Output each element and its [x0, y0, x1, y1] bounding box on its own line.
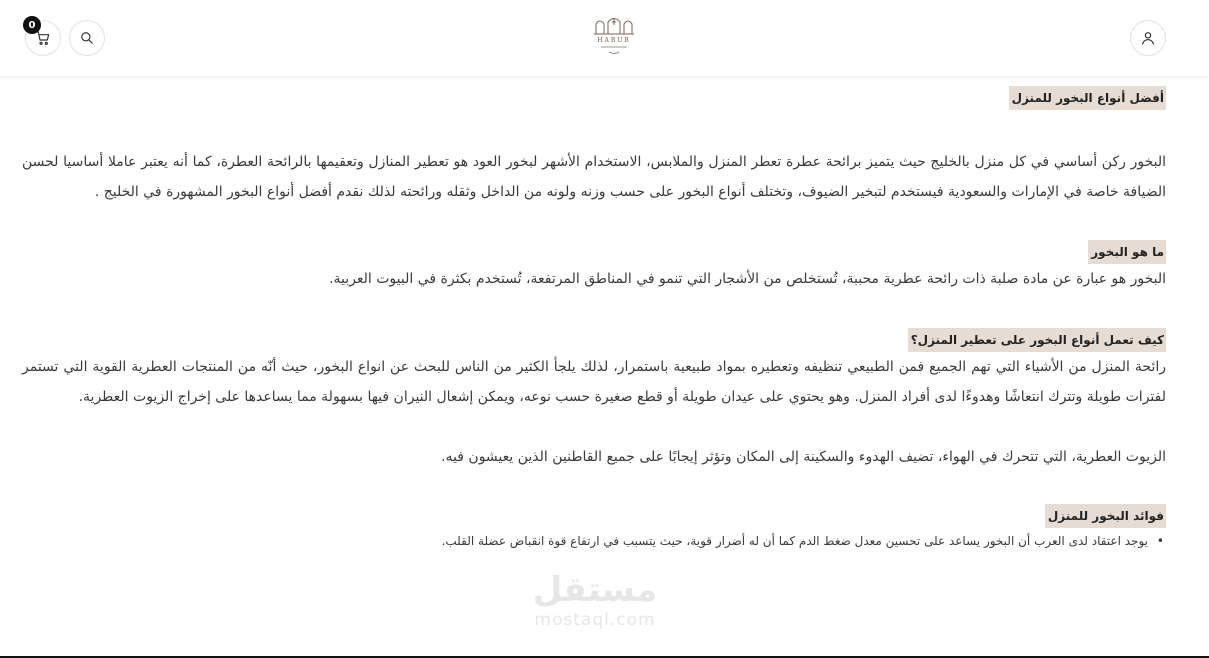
heading-best-incense: أفضل أنواع البخور للمنزل	[1009, 86, 1166, 110]
site-header	[0, 0, 1209, 76]
search-icon	[80, 31, 94, 45]
paragraph-how-it-works: رائحة المنزل من الأشياء التي تهم الجميع فمن الطبيعي تنظيفه وتعطيره بمواد طبيعية باستمرار، لذلك يلجأ الكثير من الناس للبحث عن انواع البخور، حيث أنّه من المنتجات العطرية القوية التي تستمر لفترات طويلة وتترك انتعاشًا وهدوءًا لدى أفراد المنزل. وهو يحتوي على عيدان طويلة أو قطع صغيرة حسب نوعه، ويمكن إشعال النيران فيها بسهولة مما يساعدها على إخراج الزيوت العطرية.	[22, 359, 1166, 405]
user-icon	[1140, 30, 1156, 46]
paragraph-oils: الزيوت العطرية، التي تتحرك في الهواء، تضيف الهدوء والسكينة إلى المكان وتؤثر إيجابًا على جميع القاطنين الذين يعيشون فيه.	[441, 449, 1166, 465]
logo-emblem-icon	[592, 14, 636, 36]
account-button[interactable]	[1130, 20, 1166, 56]
watermark-arabic: مستقل	[532, 570, 658, 610]
cart-count-badge: 0	[23, 16, 41, 34]
site-logo[interactable]	[586, 14, 642, 64]
watermark-latin: mostaql.com	[534, 610, 656, 630]
heading-what-is-incense: ما هو البخور	[1088, 240, 1166, 264]
logo-flourish-icon	[599, 44, 629, 56]
list-item: • يوجد اعتقاد لدى العرب أن البخور يساعد على تحسين معدل ضغط الدم كما أن له أضرار قوية، حيث يتسبب في ارتفاع قوة انقباض عضلة القلب.	[22, 530, 1166, 552]
cart-icon	[35, 30, 51, 46]
benefits-list	[22, 530, 1166, 552]
paragraph-definition: البخور هو عبارة عن مادة صلبة ذات رائحة عطرية محببة، تُستخلص من الأشجار التي تنمو في المناطق المرتفعة، تُستخدم بكثرة في البيوت العربية.	[329, 271, 1166, 287]
search-button[interactable]	[69, 20, 105, 56]
logo-text: HABUB	[597, 37, 631, 44]
heading-how-incense-works: كيف تعمل أنواع البخور على تعطير المنزل؟	[908, 328, 1166, 352]
paragraph-intro: البخور ركن أساسي في كل منزل بالخليج حيث يتميز برائحة عطرة تعطر المنزل والملابس، الاستخدام الأشهر لبخور العود هو تعطير المنازل وتعقيمها بالرائحة العطرة، كما أنه يعتبر عاملا أساسيا لحسن الضيافة خاصة في الإمارات والسعودية فيستخدم لتبخير الضيوف، وتختلف أنواع البخور على حسب وزنه ولونه من الداخل وثقله ورائحته لذلك نقدم أفضل أنواع البخور المشهورة في الخليج .	[22, 154, 1166, 200]
heading-benefits: فوائد البخور للمنزل	[1045, 504, 1166, 528]
watermark	[530, 570, 660, 645]
article-content	[22, 80, 1166, 552]
